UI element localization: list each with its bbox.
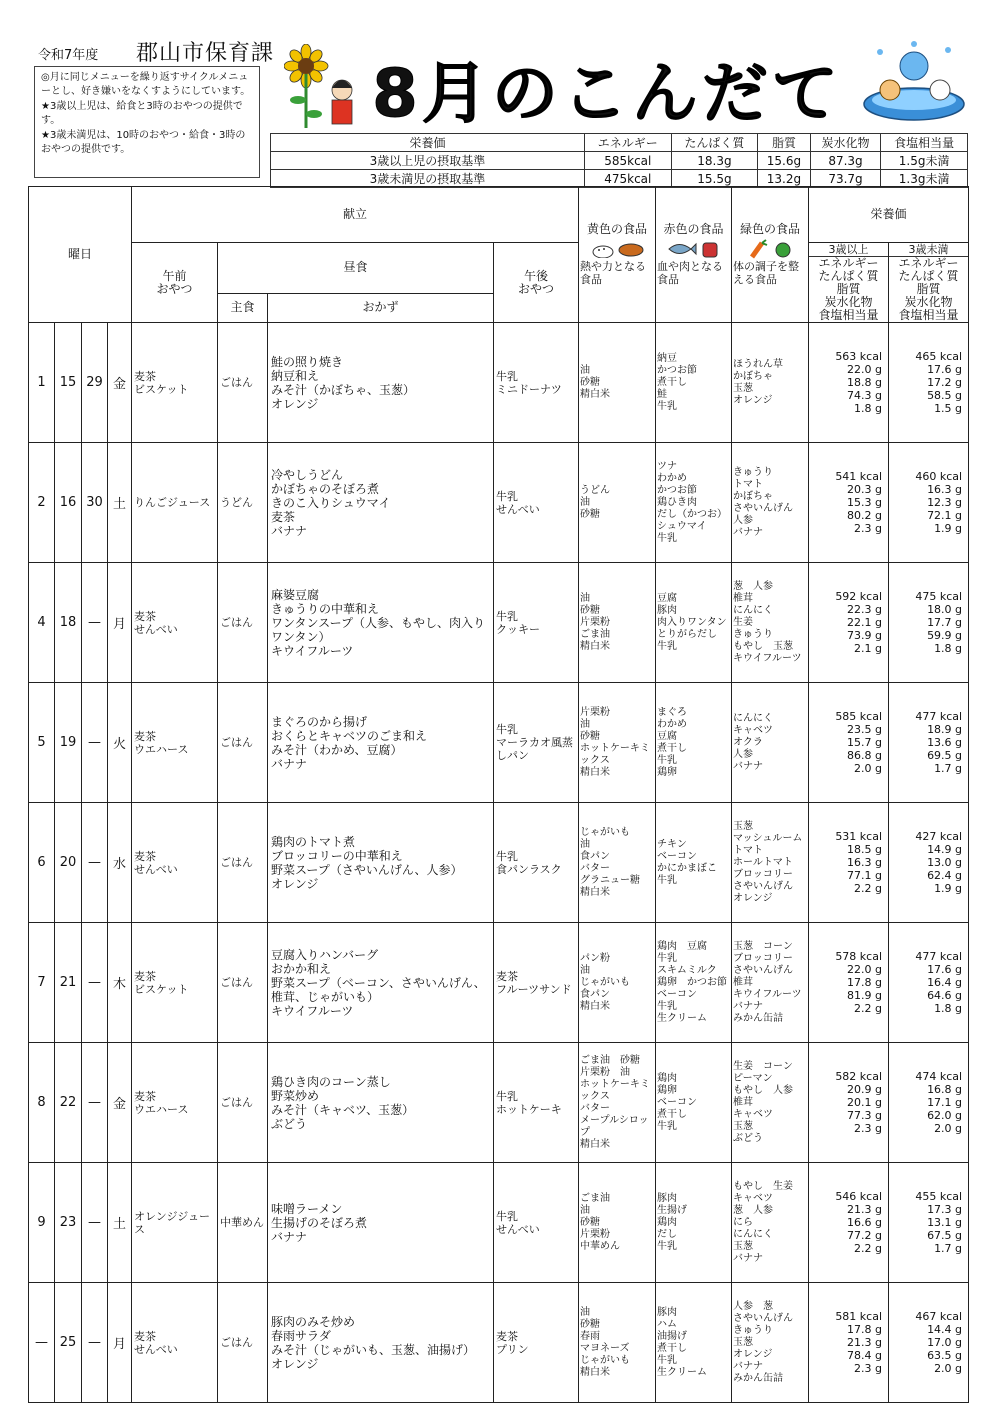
standards-header-row — [271, 134, 968, 152]
bread-rice-icon — [580, 238, 654, 260]
nutrition-value: 581 kcal — [835, 1310, 883, 1323]
nutrition-value: 15.7 g — [847, 736, 883, 749]
nutrition-value: 62.0 g — [927, 1109, 963, 1122]
std-value: 1.3g未満 — [881, 170, 968, 188]
yellow-foods: パン粉 油 じゃがいも 食パン 精白米 — [579, 923, 656, 1043]
red-foods: 豚肉 生揚げ 鶏肉 だし 牛乳 — [656, 1163, 732, 1283]
red-foods: 鶏肉 豆腐 牛乳 スキムミルク 鶏卵 かつお節 ベーコン 牛乳 生クリーム — [656, 923, 732, 1043]
day-number: — — [82, 803, 108, 923]
nutrition-value: 23.5 g — [847, 723, 883, 736]
nutrition-under3 — [889, 1163, 969, 1283]
nutrition-value: 67.5 g — [927, 1229, 963, 1242]
day-number: 21 — [55, 923, 82, 1043]
office-name: 郡山市保育課 — [136, 41, 275, 66]
side-dishes: 鶏肉のトマト煮 ブロッコリーの中華和え 野菜スープ（さやいんげん、人参） オレンジ — [268, 803, 494, 923]
nutrition-over3 — [809, 1283, 889, 1403]
nutrition-under3 — [889, 683, 969, 803]
nutrition-value: 17.7 g — [927, 616, 963, 629]
std-value: 585kcal — [585, 152, 672, 170]
col-pm-snack: 午後 おやつ — [494, 243, 579, 323]
nutrition-value: 17.2 g — [927, 376, 963, 389]
sunflower-girl-illustration — [284, 44, 364, 130]
pm-snack: 麦茶 フルーツサンド — [494, 923, 579, 1043]
staple-food: ごはん — [218, 1043, 268, 1163]
nutrition-value: 17.8 g — [847, 1323, 883, 1336]
nutrition-value: 21.3 g — [847, 1203, 883, 1216]
nutrition-value: 1.9 g — [934, 522, 963, 535]
side-dishes: 冷やしうどん かぼちゃのそぼろ煮 きのこ入りシュウマイ 麦茶 バナナ — [268, 443, 494, 563]
col-kondate: 献立 — [132, 187, 579, 243]
nutrition-value: 15.3 g — [847, 496, 883, 509]
nutrition-value: 86.8 g — [847, 749, 883, 762]
nutrition-value: 77.3 g — [847, 1109, 883, 1122]
menu-table — [28, 186, 969, 1403]
nutrition-value: 17.6 g — [927, 363, 963, 376]
std-label: 3歳未満児の摂取基準 — [271, 170, 585, 188]
yellow-foods: 片栗粉 油 砂糖 ホットケーキミックス 精白米 — [579, 683, 656, 803]
under3-nut-labels: エネルギー たんぱく質 脂質 炭水化物 食塩相当量 — [898, 256, 959, 322]
am-snack: 麦茶 ウエハース — [132, 683, 218, 803]
col-nutrition: 栄養価 — [809, 187, 969, 243]
day-row — [29, 323, 969, 443]
std-head-fat: 脂質 — [758, 134, 810, 152]
nutrition-value: 467 kcal — [915, 1310, 963, 1323]
pm-snack: 牛乳 せんべい — [494, 443, 579, 563]
nutrition-value: 1.5 g — [934, 402, 963, 415]
nutrition-under3 — [889, 563, 969, 683]
nutrition-value: 455 kcal — [915, 1190, 963, 1203]
nutrition-value: 2.2 g — [854, 882, 883, 895]
red-foods: まぐろ わかめ 豆腐 煮干し 牛乳 鶏卵 — [656, 683, 732, 803]
nutrition-value: 1.9 g — [934, 882, 963, 895]
menu-body — [29, 323, 969, 1403]
weekday: 木 — [108, 923, 132, 1043]
col-green — [732, 187, 809, 323]
yellow-foods: ごま油 油 砂糖 片栗粉 中華めん — [579, 1163, 656, 1283]
nutrition-value: 1.7 g — [934, 1242, 963, 1255]
nutrition-value: 16.6 g — [847, 1216, 883, 1229]
nutrition-value: 13.6 g — [927, 736, 963, 749]
nutrition-value: 17.3 g — [927, 1203, 963, 1216]
nutrition-over3 — [809, 923, 889, 1043]
nutrition-value: 582 kcal — [835, 1070, 883, 1083]
nutrition-value: 2.0 g — [854, 762, 883, 775]
nutrition-value: 20.1 g — [847, 1096, 883, 1109]
nutrition-over3 — [809, 1043, 889, 1163]
day-number: 16 — [55, 443, 82, 563]
nutrition-value: 2.1 g — [854, 642, 883, 655]
nutrition-under3 — [889, 803, 969, 923]
nutrition-value: 22.3 g — [847, 603, 883, 616]
nutrition-value: 72.1 g — [927, 509, 963, 522]
nutrition-value: 477 kcal — [915, 710, 963, 723]
nutrition-value: 77.2 g — [847, 1229, 883, 1242]
nutrition-value: 73.9 g — [847, 629, 883, 642]
nutrition-value: 2.0 g — [934, 1362, 963, 1375]
nutrition-value: 531 kcal — [835, 830, 883, 843]
nutrition-over3 — [809, 803, 889, 923]
std-head-carb: 炭水化物 — [810, 134, 881, 152]
day-number: 22 — [55, 1043, 82, 1163]
pm-snack: 牛乳 ミニドーナツ — [494, 323, 579, 443]
std-head-salt: 食塩相当量 — [881, 134, 968, 152]
green-foods: 玉葱 マッシュルーム トマト ホールトマト ブロッコリー さやいんげん オレンジ — [732, 803, 809, 923]
std-value: 13.2g — [758, 170, 810, 188]
red-foods: 鶏肉 鶏卵 ベーコン 煮干し 牛乳 — [656, 1043, 732, 1163]
nutrition-value: 1.7 g — [934, 762, 963, 775]
staple-food: 中華めん — [218, 1163, 268, 1283]
green-foods: 葱 人参 椎茸 にんにく 生姜 きゅうり もやし 玉葱 キウイフルーツ — [732, 563, 809, 683]
nutrition-under3 — [889, 1283, 969, 1403]
std-value: 1.5g未満 — [881, 152, 968, 170]
std-value: 18.3g — [671, 152, 758, 170]
nutrition-value: 460 kcal — [915, 470, 963, 483]
fiscal-year: 令和7年度 — [38, 48, 99, 63]
nutrition-value: 474 kcal — [915, 1070, 963, 1083]
std-value: 87.3g — [810, 152, 881, 170]
nutrition-value: 78.4 g — [847, 1349, 883, 1362]
day-number: 6 — [29, 803, 55, 923]
over3-label: 3歳以上 — [809, 243, 888, 257]
am-snack: オレンジジュース — [132, 1163, 218, 1283]
nutrition-value: 1.8 g — [934, 642, 963, 655]
pm-snack: 牛乳 クッキー — [494, 563, 579, 683]
standards-table — [270, 133, 968, 188]
nutrition-value: 18.5 g — [847, 843, 883, 856]
yellow-foods: 油 砂糖 春雨 マヨネーズ じゃがいも 精白米 — [579, 1283, 656, 1403]
nutrition-value: 2.2 g — [854, 1242, 883, 1255]
nutrition-value: 2.2 g — [854, 1002, 883, 1015]
day-number: — — [82, 1283, 108, 1403]
green-label: 緑色の食品 — [740, 222, 801, 236]
day-number: 1 — [29, 323, 55, 443]
nutrition-under3 — [889, 323, 969, 443]
nutrition-over3 — [809, 683, 889, 803]
col-side: おかず — [268, 293, 494, 322]
day-row — [29, 443, 969, 563]
day-row — [29, 1283, 969, 1403]
red-foods: ツナ わかめ かつお節 鶏ひき肉 だし（かつお） シュウマイ 牛乳 — [656, 443, 732, 563]
day-row — [29, 1043, 969, 1163]
side-dishes: 麻婆豆腐 きゅうりの中華和え ワンタンスープ（人参、もやし、肉入りワンタン） キウイフルーツ — [268, 563, 494, 683]
day-number: 8 — [29, 1043, 55, 1163]
nutrition-value: 465 kcal — [915, 350, 963, 363]
nutrition-value: 592 kcal — [835, 590, 883, 603]
nutrition-value: 17.0 g — [927, 1336, 963, 1349]
day-number: 5 — [29, 683, 55, 803]
pm-snack: 牛乳 マーラカオ風蒸しパン — [494, 683, 579, 803]
side-dishes: 味噌ラーメン 生揚げのそぼろ煮 バナナ — [268, 1163, 494, 1283]
staple-food: ごはん — [218, 683, 268, 803]
notes-box — [34, 66, 260, 178]
day-number: 29 — [82, 323, 108, 443]
day-number: — — [29, 1283, 55, 1403]
yellow-foods: 油 砂糖 精白米 — [579, 323, 656, 443]
day-number: — — [82, 1163, 108, 1283]
nutrition-value: 16.3 g — [927, 483, 963, 496]
nutrition-value: 69.5 g — [927, 749, 963, 762]
nutrition-value: 16.4 g — [927, 976, 963, 989]
nutrition-value: 18.9 g — [927, 723, 963, 736]
nutrition-value: 13.1 g — [927, 1216, 963, 1229]
day-row — [29, 683, 969, 803]
col-am-snack: 午前 おやつ — [132, 243, 218, 323]
col-youbi: 曜日 — [29, 187, 132, 323]
nutrition-over3 — [809, 323, 889, 443]
weekday: 水 — [108, 803, 132, 923]
nutrition-value: 2.3 g — [854, 1122, 883, 1135]
col-lunch: 昼食 — [218, 243, 494, 294]
side-dishes: 鶏ひき肉のコーン蒸し 野菜炒め みそ汁（キャベツ、玉葱） ぶどう — [268, 1043, 494, 1163]
staple-food: ごはん — [218, 323, 268, 443]
nutrition-value: 63.5 g — [927, 1349, 963, 1362]
staple-food: ごはん — [218, 803, 268, 923]
red-foods: チキン ベーコン かにかまぼこ 牛乳 — [656, 803, 732, 923]
nutrition-value: 81.9 g — [847, 989, 883, 1002]
note-under3: ★3歳未満児は、10時のおやつ・給食・3時のおやつの提供です。 — [41, 130, 246, 155]
nutrition-value: 20.9 g — [847, 1083, 883, 1096]
pool-animals-illustration — [860, 38, 968, 124]
am-snack: 麦茶 せんべい — [132, 803, 218, 923]
green-foods: にんにく キャベツ オクラ 人参 バナナ — [732, 683, 809, 803]
day-number: 19 — [55, 683, 82, 803]
nutrition-value: 22.0 g — [847, 963, 883, 976]
day-number: 20 — [55, 803, 82, 923]
note-cycle: ◎月に同じメニューを繰り返すサイクルメニューとし、好き嫌いをなくすようにしています。 — [41, 72, 251, 97]
nutrition-value: 74.3 g — [847, 389, 883, 402]
nutrition-value: 17.6 g — [927, 963, 963, 976]
nutrition-over3 — [809, 443, 889, 563]
vegetable-icon — [733, 238, 807, 260]
col-staple: 主食 — [218, 293, 268, 322]
pm-snack: 牛乳 食パンラスク — [494, 803, 579, 923]
yellow-foods: うどん 油 砂糖 — [579, 443, 656, 563]
day-number: — — [82, 563, 108, 683]
pm-snack: 麦茶 プリン — [494, 1283, 579, 1403]
day-number: 7 — [29, 923, 55, 1043]
nutrition-value: 17.8 g — [847, 976, 883, 989]
day-number: 15 — [55, 323, 82, 443]
staple-food: ごはん — [218, 923, 268, 1043]
weekday: 金 — [108, 1043, 132, 1163]
weekday: 月 — [108, 563, 132, 683]
nutrition-value: 22.1 g — [847, 616, 883, 629]
yellow-foods: ごま油 砂糖 片栗粉 油 ホットケーキミックス バター メープルシロップ 精白米 — [579, 1043, 656, 1163]
day-row — [29, 803, 969, 923]
std-label: 3歳以上児の摂取基準 — [271, 152, 585, 170]
yellow-foods: じゃがいも 油 食パン バター グラニュー糖 精白米 — [579, 803, 656, 923]
day-number: 30 — [82, 443, 108, 563]
note-over3: ★3歳以上児は、給食と3時のおやつの提供です。 — [41, 101, 243, 126]
red-foods: 納豆 かつお節 煮干し 鮭 牛乳 — [656, 323, 732, 443]
nutrition-value: 77.1 g — [847, 869, 883, 882]
day-number: 23 — [55, 1163, 82, 1283]
nutrition-value: 563 kcal — [835, 350, 883, 363]
std-value: 73.7g — [810, 170, 881, 188]
day-row — [29, 563, 969, 683]
green-foods: もやし 生姜 キャベツ 葱 人参 にら にんにく 玉葱 バナナ — [732, 1163, 809, 1283]
std-value: 15.6g — [758, 152, 810, 170]
nutrition-value: 18.8 g — [847, 376, 883, 389]
nutrition-value: 16.8 g — [927, 1083, 963, 1096]
col-under3 — [889, 243, 969, 323]
am-snack: 麦茶 ビスケット — [132, 923, 218, 1043]
staple-food: ごはん — [218, 563, 268, 683]
day-number: 18 — [55, 563, 82, 683]
nutrition-value: 475 kcal — [915, 590, 963, 603]
staple-food: うどん — [218, 443, 268, 563]
nutrition-value: 427 kcal — [915, 830, 963, 843]
yellow-desc: 熱や力となる食品 — [580, 260, 647, 286]
green-foods: 玉葱 コーン ブロッコリー さやいんげん 椎茸 キウイフルーツ バナナ みかん缶詰 — [732, 923, 809, 1043]
nutrition-under3 — [889, 443, 969, 563]
day-number: 4 — [29, 563, 55, 683]
nutrition-under3 — [889, 1043, 969, 1163]
fish-meat-icon — [657, 238, 730, 260]
col-yellow — [579, 187, 656, 323]
side-dishes: まぐろのから揚げ おくらとキャベツのごま和え みそ汁（わかめ、豆腐） バナナ — [268, 683, 494, 803]
red-foods: 豆腐 豚肉 肉入りワンタン とりがらだし 牛乳 — [656, 563, 732, 683]
day-number: — — [82, 683, 108, 803]
am-snack: 麦茶 せんべい — [132, 563, 218, 683]
side-dishes: 豚肉のみそ炒め 春雨サラダ みそ汁（じゃがいも、玉葱、油揚げ） オレンジ — [268, 1283, 494, 1403]
nutrition-value: 20.3 g — [847, 483, 883, 496]
green-foods: ほうれん草 かぼちゃ 玉葱 オレンジ — [732, 323, 809, 443]
day-number: 25 — [55, 1283, 82, 1403]
weekday: 火 — [108, 683, 132, 803]
nutrition-value: 541 kcal — [835, 470, 883, 483]
side-dishes: 鮭の照り焼き 納豆和え みそ汁（かぼちゃ、玉葱） オレンジ — [268, 323, 494, 443]
header-row-2 — [29, 243, 969, 294]
header-row-1 — [29, 187, 969, 243]
nutrition-value: 2.0 g — [934, 1122, 963, 1135]
nutrition-over3 — [809, 563, 889, 683]
nutrition-value: 1.8 g — [854, 402, 883, 415]
page-title: 8月のこんだて — [372, 55, 842, 132]
nutrition-value: 12.3 g — [927, 496, 963, 509]
weekday: 土 — [108, 443, 132, 563]
green-foods: きゅうり トマト かぼちゃ さやいんげん 人参 バナナ — [732, 443, 809, 563]
std-value: 475kcal — [585, 170, 672, 188]
green-foods: 生姜 コーン ピーマン もやし 人参 椎茸 キャベツ 玉葱 ぶどう — [732, 1043, 809, 1163]
day-number: — — [82, 923, 108, 1043]
red-desc: 血や肉となる食品 — [657, 260, 724, 286]
std-head-energy: エネルギー — [585, 134, 672, 152]
nutrition-value: 585 kcal — [835, 710, 883, 723]
weekday: 金 — [108, 323, 132, 443]
yellow-foods: 油 砂糖 片栗粉 ごま油 精白米 — [579, 563, 656, 683]
nutrition-value: 59.9 g — [927, 629, 963, 642]
nutrition-value: 578 kcal — [835, 950, 883, 963]
nutrition-value: 17.1 g — [927, 1096, 963, 1109]
std-head-label: 栄養価 — [271, 134, 585, 152]
nutrition-value: 58.5 g — [927, 389, 963, 402]
nutrition-value: 62.4 g — [927, 869, 963, 882]
side-dishes: 豆腐入りハンバーグ おかか和え 野菜スープ（ベーコン、さやいんげん、椎茸、じゃがいも） キウイフルーツ — [268, 923, 494, 1043]
nutrition-value: 64.6 g — [927, 989, 963, 1002]
nutrition-value: 21.3 g — [847, 1336, 883, 1349]
weekday: 土 — [108, 1163, 132, 1283]
day-number: — — [82, 1043, 108, 1163]
nutrition-value: 2.3 g — [854, 522, 883, 535]
over3-nut-labels: エネルギー たんぱく質 脂質 炭水化物 食塩相当量 — [818, 256, 879, 322]
nutrition-value: 1.8 g — [934, 1002, 963, 1015]
weekday: 月 — [108, 1283, 132, 1403]
nutrition-value: 80.2 g — [847, 509, 883, 522]
col-red — [656, 187, 732, 323]
nutrition-value: 2.3 g — [854, 1362, 883, 1375]
green-desc: 体の調子を整える食品 — [733, 260, 800, 286]
yellow-label: 黄色の食品 — [587, 222, 648, 236]
am-snack: りんごジュース — [132, 443, 218, 563]
red-foods: 豚肉 ハム 油揚げ 煮干し 牛乳 生クリーム — [656, 1283, 732, 1403]
day-row — [29, 1163, 969, 1283]
nutrition-value: 546 kcal — [835, 1190, 883, 1203]
standards-row-over3 — [271, 152, 968, 170]
day-row — [29, 923, 969, 1043]
nutrition-value: 22.0 g — [847, 363, 883, 376]
nutrition-over3 — [809, 1163, 889, 1283]
am-snack: 麦茶 ウエハース — [132, 1043, 218, 1163]
pm-snack: 牛乳 ホットケーキ — [494, 1043, 579, 1163]
nutrition-value: 13.0 g — [927, 856, 963, 869]
std-value: 15.5g — [671, 170, 758, 188]
am-snack: 麦茶 せんべい — [132, 1283, 218, 1403]
nutrition-value: 16.3 g — [847, 856, 883, 869]
under3-label: 3歳未満 — [889, 243, 968, 257]
am-snack: 麦茶 ビスケット — [132, 323, 218, 443]
standards-row-under3 — [271, 170, 968, 188]
day-number: 9 — [29, 1163, 55, 1283]
red-label: 赤色の食品 — [663, 222, 724, 236]
nutrition-value: 18.0 g — [927, 603, 963, 616]
nutrition-value: 14.9 g — [927, 843, 963, 856]
nutrition-under3 — [889, 923, 969, 1043]
col-over3 — [809, 243, 889, 323]
day-number: 2 — [29, 443, 55, 563]
std-head-protein: たんぱく質 — [671, 134, 758, 152]
staple-food: ごはん — [218, 1283, 268, 1403]
nutrition-value: 14.4 g — [927, 1323, 963, 1336]
nutrition-value: 477 kcal — [915, 950, 963, 963]
pm-snack: 牛乳 せんべい — [494, 1163, 579, 1283]
green-foods: 人参 葱 さやいんげん きゅうり 玉葱 オレンジ バナナ みかん缶詰 — [732, 1283, 809, 1403]
